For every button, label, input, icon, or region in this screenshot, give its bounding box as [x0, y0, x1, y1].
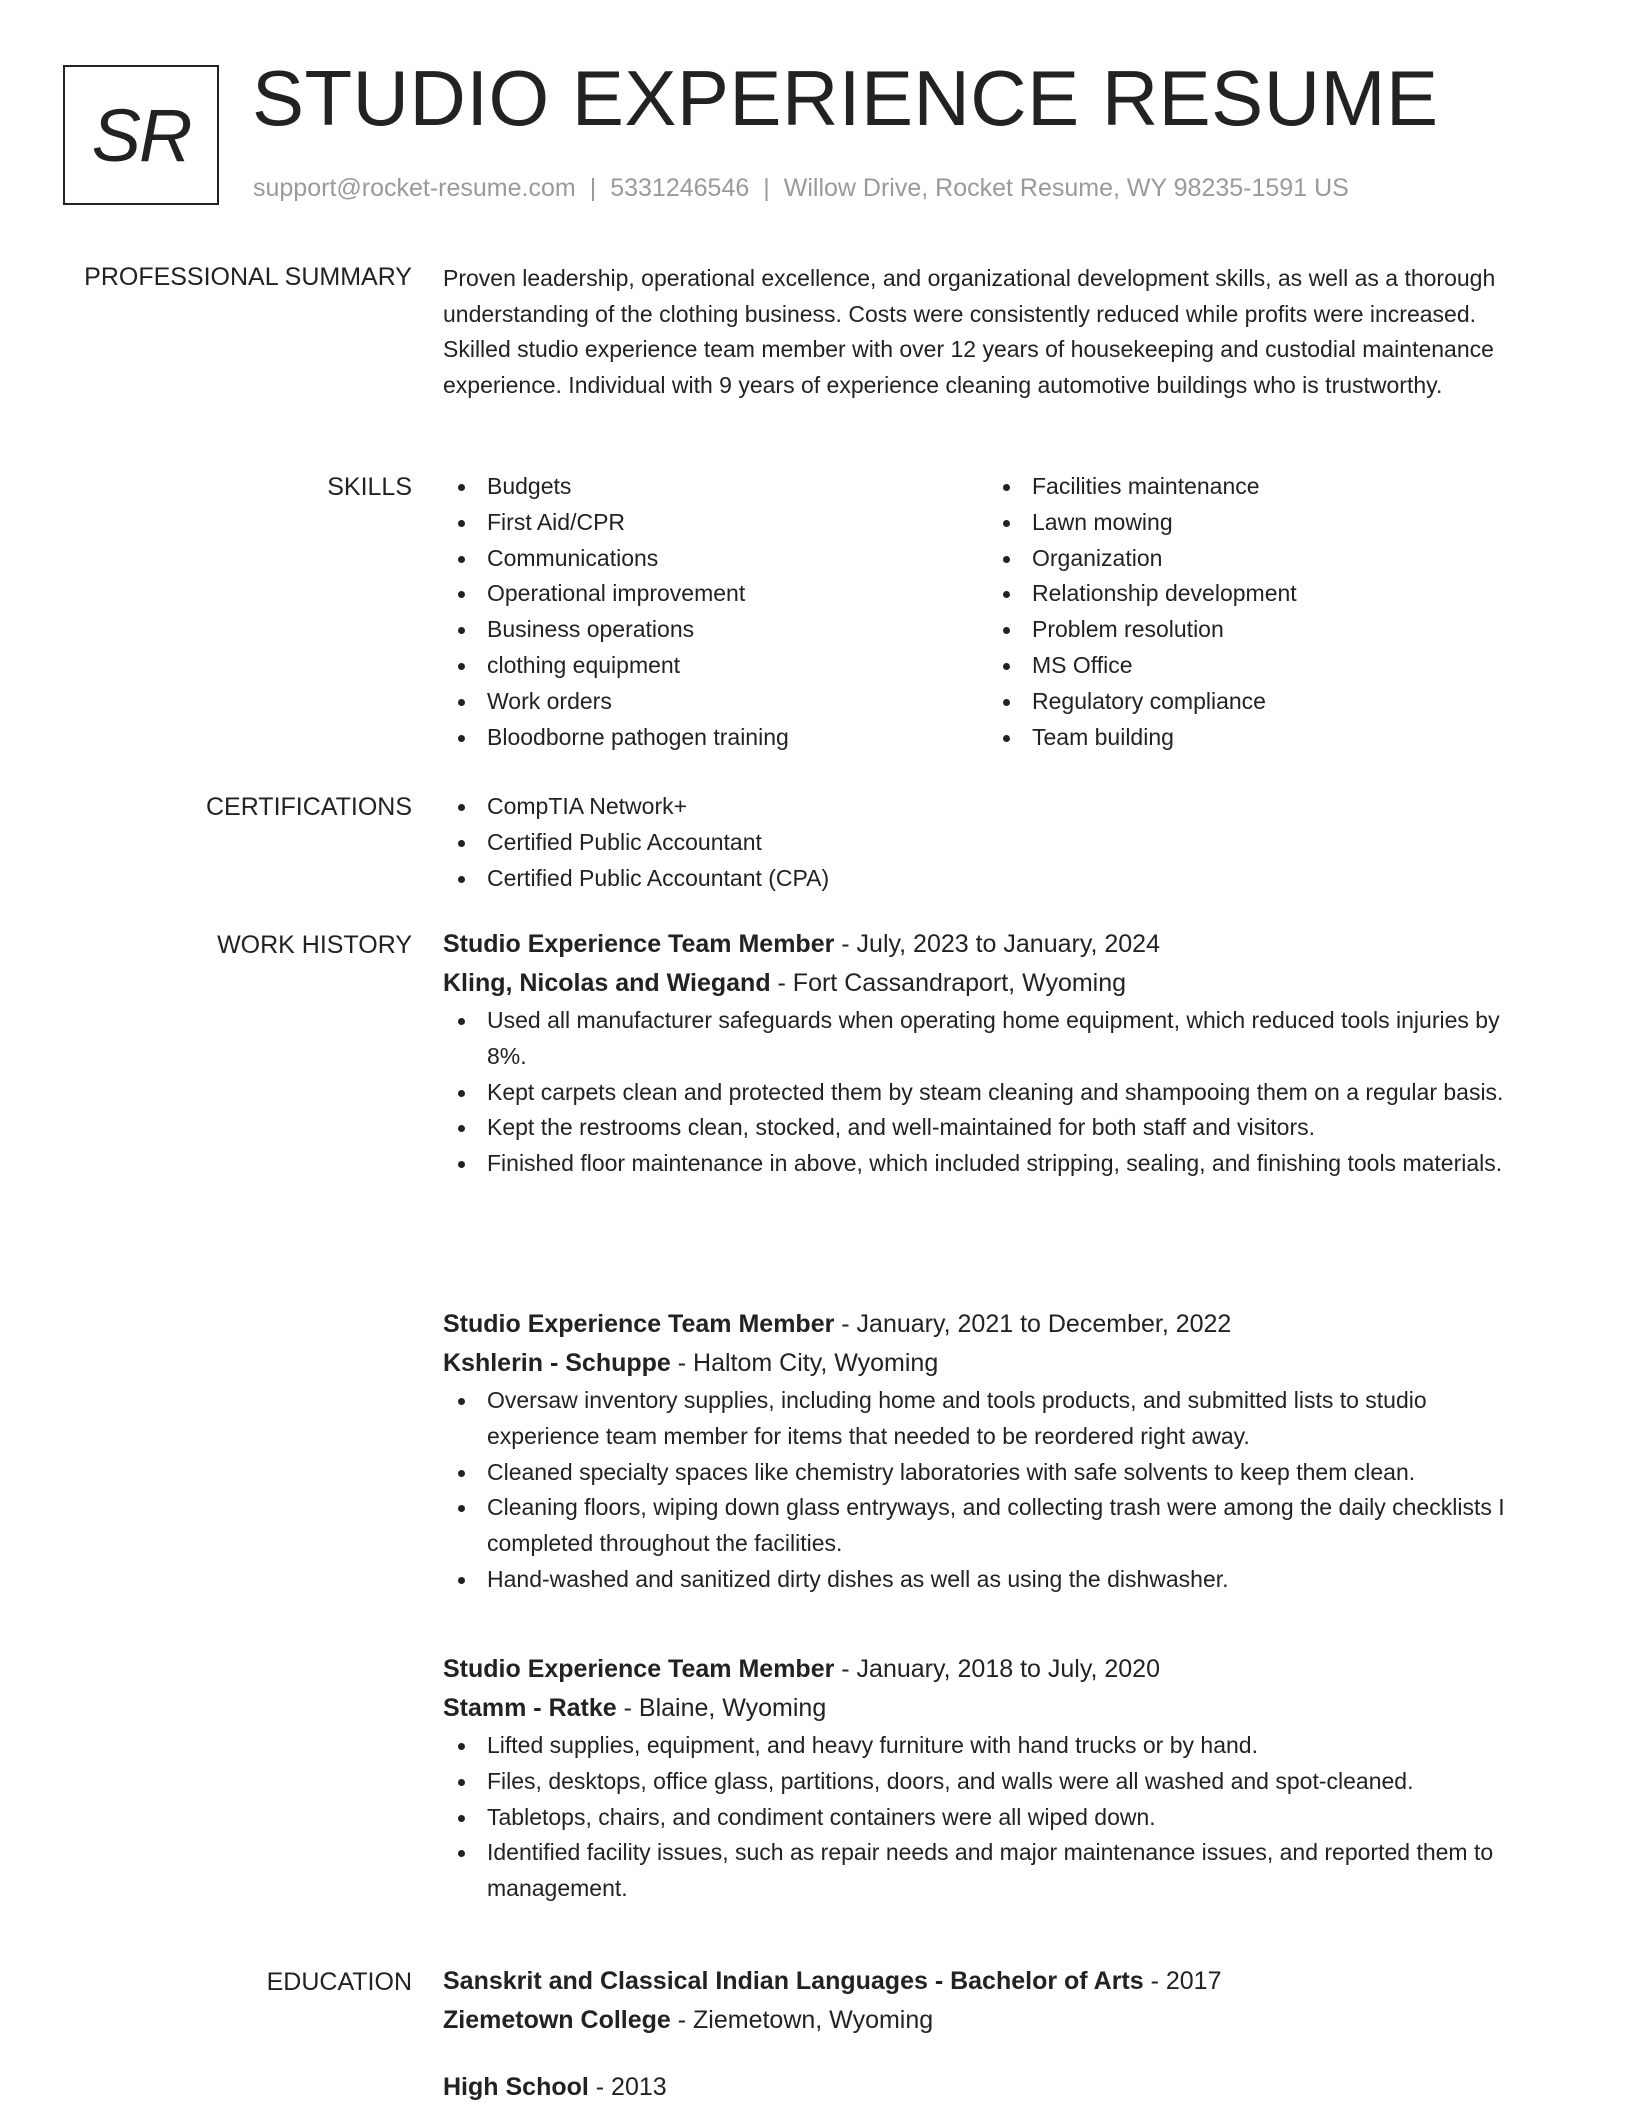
education-degree: High School — [443, 2073, 589, 2101]
job-duty: Cleaned specialty spaces like chemistry laboratories with safe solvents to keep them clean. — [443, 1455, 1543, 1491]
education-degree-line — [443, 2068, 1543, 2107]
work-history-heading: WORK HISTORY — [217, 931, 412, 959]
job-company: Kshlerin - Schuppe — [443, 1349, 671, 1377]
contact-address: Willow Drive, Rocket Resume, WY 98235-1591 US — [783, 174, 1349, 202]
job-title-line — [443, 925, 1543, 964]
job-role: Studio Experience Team Member — [443, 1655, 835, 1683]
job-company: Stamm - Ratke — [443, 1694, 617, 1722]
monogram-badge — [63, 65, 219, 205]
job-title-line — [443, 1650, 1543, 1689]
job-location: - Haltom City, Wyoming — [670, 1349, 939, 1377]
job-duty: Kept the restrooms clean, stocked, and well-maintained for both staff and visitors. — [443, 1110, 1543, 1146]
job-duty: Lifted supplies, equipment, and heavy furniture with hand trucks or by hand. — [443, 1728, 1543, 1764]
skill-item: clothing equipment — [443, 648, 988, 684]
job-company-line — [443, 964, 1543, 1003]
summary-text: Proven leadership, operational excellence, and organizational development skills, as well as a thorough understanding of the clothing business. Costs were consistently reduced while profits were increased. Skilled studio experience team member with over 12 years of housekeeping and custodial maintenance experience. Individual with 9 years of experience cleaning automotive buildings who is trustworthy. — [443, 265, 1496, 398]
contact-email[interactable]: support@rocket-resume.com — [253, 174, 576, 202]
skill-item: MS Office — [988, 648, 1533, 684]
job-entry — [443, 925, 1543, 1182]
skill-item: Team building — [988, 720, 1533, 756]
skill-item: Business operations — [443, 612, 988, 648]
job-role: Studio Experience Team Member — [443, 930, 835, 958]
skill-item: Relationship development — [988, 576, 1533, 612]
job-dates: - January, 2018 to July, 2020 — [834, 1655, 1160, 1683]
education-entry — [443, 2068, 1543, 2107]
job-duty: Kept carpets clean and protected them by steam cleaning and shampooing them on a regular basis. — [443, 1075, 1543, 1111]
education-degree-line — [443, 1962, 1543, 2001]
job-duties-list — [443, 1728, 1543, 1907]
skills-heading: SKILLS — [327, 473, 412, 501]
job-duty: Used all manufacturer safeguards when operating home equipment, which reduced tools injuries by 8%. — [443, 1003, 1543, 1075]
skill-item: Regulatory compliance — [988, 684, 1533, 720]
job-duty: Identified facility issues, such as repair needs and major maintenance issues, and reported them to management. — [443, 1835, 1543, 1907]
certification-item: Certified Public Accountant — [443, 825, 1543, 861]
contact-separator: | — [763, 174, 770, 202]
certification-item: Certified Public Accountant (CPA) — [443, 861, 1543, 897]
job-company-line — [443, 1344, 1543, 1383]
certifications-heading: CERTIFICATIONS — [205, 793, 412, 821]
contact-line — [253, 174, 1349, 203]
job-duty: Tabletops, chairs, and condiment containers were all wiped down. — [443, 1800, 1543, 1836]
skill-item: Budgets — [443, 469, 988, 505]
monogram-initials: SR — [91, 94, 191, 177]
education-degree: Sanskrit and Classical Indian Languages - Bachelor of Arts — [443, 1967, 1144, 1995]
job-duty: Finished floor maintenance in above, which included stripping, sealing, and finishing tools materials. — [443, 1146, 1543, 1182]
job-role: Studio Experience Team Member — [443, 1310, 835, 1338]
job-duties-list — [443, 1003, 1543, 1182]
job-duty: Hand-washed and sanitized dirty dishes as well as using the dishwasher. — [443, 1562, 1543, 1598]
job-dates: - January, 2021 to December, 2022 — [834, 1310, 1232, 1338]
resume-title: STUDIO EXPERIENCE RESUME — [252, 54, 1439, 142]
skill-item: Lawn mowing — [988, 505, 1533, 541]
skill-item: Work orders — [443, 684, 988, 720]
job-location: - Blaine, Wyoming — [616, 1694, 827, 1722]
skill-item: Facilities maintenance — [988, 469, 1533, 505]
job-entry — [443, 1650, 1543, 1907]
job-duties-list — [443, 1383, 1543, 1598]
education-school-line — [443, 2001, 1543, 2040]
education-heading: EDUCATION — [266, 1968, 412, 1996]
job-duty: Cleaning floors, wiping down glass entryways, and collecting trash were among the daily checklists I completed throughout the facilities. — [443, 1490, 1543, 1562]
job-company: Kling, Nicolas and Wiegand — [443, 969, 771, 997]
job-duty: Files, desktops, office glass, partitions, doors, and walls were all washed and spot-cleaned. — [443, 1764, 1543, 1800]
skill-item: Problem resolution — [988, 612, 1533, 648]
job-entry — [443, 1305, 1543, 1598]
job-title-line — [443, 1305, 1543, 1344]
education-location: - Ziemetown, Wyoming — [670, 2006, 934, 2034]
contact-phone[interactable]: 5331246546 — [610, 174, 750, 202]
job-duty: Oversaw inventory supplies, including home and tools products, and submitted lists to studio experience team member for items that needed to be reordered right away. — [443, 1383, 1543, 1455]
skill-item: Organization — [988, 541, 1533, 577]
contact-separator: | — [589, 174, 597, 202]
certification-item: CompTIA Network+ — [443, 789, 1543, 825]
certifications-list — [443, 789, 1543, 896]
job-company-line — [443, 1689, 1543, 1728]
job-location: - Fort Cassandraport, Wyoming — [770, 969, 1127, 997]
education-entry — [443, 1962, 1543, 2040]
education-year: - 2013 — [588, 2073, 667, 2101]
summary-heading: PROFESSIONAL SUMMARY — [84, 263, 412, 291]
skill-item: Operational improvement — [443, 576, 988, 612]
job-dates: - July, 2023 to January, 2024 — [834, 930, 1160, 958]
skill-item: Communications — [443, 541, 988, 577]
education-school: Ziemetown College — [443, 2006, 671, 2034]
skills-list-left — [443, 469, 988, 755]
education-year: - 2017 — [1143, 1967, 1222, 1995]
skill-item: First Aid/CPR — [443, 505, 988, 541]
skills-list-right — [988, 469, 1533, 755]
skill-item: Bloodborne pathogen training — [443, 720, 988, 756]
